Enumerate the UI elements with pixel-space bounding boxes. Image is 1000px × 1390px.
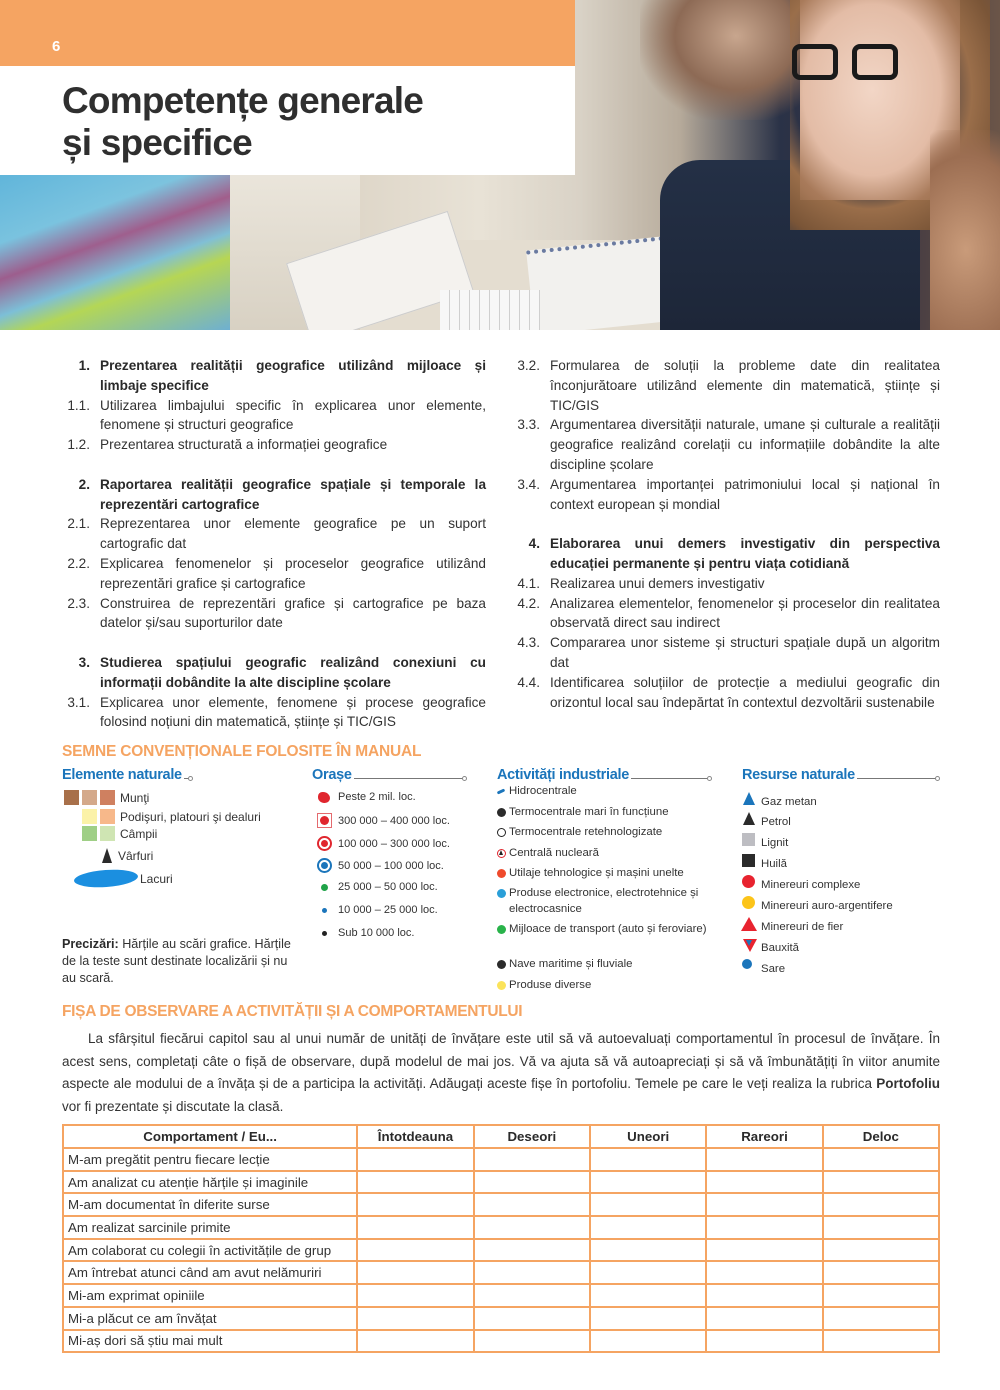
legend-label: Câmpii: [120, 826, 158, 841]
rating-cell[interactable]: [590, 1239, 706, 1262]
competence-general: [62, 653, 486, 693]
legend-label: Lignit: [761, 837, 789, 849]
behavior-label: Am întrebat atunci când am avut nelămuriri: [63, 1261, 357, 1284]
legend-natural-title-text: Elemente naturale: [62, 767, 182, 783]
legend-label: 25 000 – 50 000 loc.: [338, 881, 438, 893]
rating-cell[interactable]: [590, 1148, 706, 1171]
rating-cell[interactable]: [823, 1307, 939, 1330]
red-dot-icon: [497, 865, 509, 881]
legend-resources: [742, 764, 937, 975]
legend-natural-title: [62, 764, 190, 783]
rating-cell[interactable]: [357, 1171, 473, 1194]
legend-item-munti: [64, 790, 149, 805]
competence-specific: [512, 594, 940, 634]
competence-text: Studierea spațiului geografic realizând conexiuni cu informații dobândite la alte discipline școlare: [100, 654, 486, 690]
competence-number: 4.: [528, 536, 540, 552]
competence-number: 1.: [78, 358, 90, 373]
competence-general: [62, 475, 486, 515]
legend-item-city: [312, 791, 416, 803]
legend-cities-title-text: Orașe: [312, 767, 352, 783]
column-header-frequency: Deloc: [823, 1125, 939, 1148]
legend-label: 100 000 – 300 000 loc.: [338, 837, 450, 850]
competence-number: 4.1.: [517, 575, 540, 591]
legend-item-campii: [82, 826, 157, 841]
legend-label: Nave maritime și fluviale: [509, 958, 633, 970]
legend-label: Peste 2 mil. loc.: [338, 791, 416, 803]
rating-cell[interactable]: [823, 1284, 939, 1307]
page-number: 6: [52, 38, 61, 55]
legend-label: Lacuri: [140, 871, 173, 886]
rating-cell[interactable]: [706, 1193, 822, 1216]
legend-item-industry: [497, 865, 709, 881]
plain-swatch-2: [100, 826, 115, 841]
legend-item-resource: [742, 896, 893, 912]
legend-label: Minereuri auro-argentifere: [761, 900, 893, 912]
title-rule: [354, 778, 464, 779]
table-row: [63, 1216, 939, 1239]
competence-specific: [62, 693, 486, 733]
legend-natural-elements: [62, 764, 261, 886]
observation-heading: FIȘA DE OBSERVARE A ACTIVITĂȚII ȘI A COMPORTAMENTULUI: [62, 1003, 523, 1020]
legend-label: Huilă: [761, 858, 787, 870]
table-header-row: [63, 1125, 939, 1148]
behavior-label: Mi-aș dori să știu mai mult: [63, 1330, 357, 1353]
photo-keyboard: [440, 290, 540, 330]
legend-industry: [497, 764, 709, 991]
rating-cell[interactable]: [823, 1330, 939, 1353]
rating-cell[interactable]: [474, 1239, 590, 1262]
rating-cell[interactable]: [590, 1193, 706, 1216]
competence-specific: [62, 396, 486, 436]
plateau-swatch-1: [82, 809, 97, 824]
yellow-circle-icon: [742, 896, 758, 912]
spacer: [62, 455, 486, 475]
mountain-swatch-2: [82, 790, 97, 805]
competence-specific: [512, 673, 940, 713]
page-title-line2: și specifice: [62, 122, 252, 163]
competence-specific: [62, 514, 486, 554]
legend-item-resource: [742, 854, 787, 870]
rating-cell[interactable]: [357, 1148, 473, 1171]
spacer: [62, 633, 486, 653]
rating-cell[interactable]: [706, 1171, 822, 1194]
legend-item-city: [312, 881, 438, 893]
competence-text: Prezentarea structurată a informației geografice: [100, 437, 388, 453]
column-header-frequency: Deseori: [474, 1125, 590, 1148]
rating-cell[interactable]: [706, 1148, 822, 1171]
legend-label: Minereuri complexe: [761, 879, 861, 891]
rating-cell[interactable]: [474, 1261, 590, 1284]
legend-resources-title: [742, 764, 937, 783]
rating-cell[interactable]: [590, 1216, 706, 1239]
black-square-icon: [742, 854, 758, 870]
legend-item-resource: [742, 833, 788, 849]
legend-item-industry: [497, 845, 709, 861]
legend-label: Termocentrale mari în funcțiune: [509, 806, 669, 818]
peak-triangle-icon: [102, 848, 112, 863]
competence-specific: [512, 574, 940, 594]
table-row: [63, 1193, 939, 1216]
spacer: [512, 514, 940, 534]
green-dot-icon: [497, 921, 509, 937]
competence-text: Construirea de reprezentări grafice și cartografice pe baza datelor și/sau suporturilor date: [100, 595, 486, 631]
legend-item-industry: [497, 783, 709, 799]
rating-cell[interactable]: [590, 1307, 706, 1330]
legend-label: 50 000 – 100 000 loc.: [338, 859, 444, 872]
title-rule: [631, 778, 709, 779]
rating-cell[interactable]: [706, 1284, 822, 1307]
observation-table: [62, 1124, 940, 1353]
competence-number: 2.1.: [67, 516, 90, 532]
legend-item-city: [312, 836, 450, 851]
legend-industry-title-text: Activități industriale: [497, 767, 629, 783]
hollow-circle-icon: [497, 824, 509, 840]
rating-cell[interactable]: [474, 1330, 590, 1353]
legend-item-resource: [742, 875, 860, 891]
rating-cell[interactable]: [474, 1148, 590, 1171]
legend-label: Mijloace de transport (auto și feroviare): [509, 923, 707, 935]
rating-cell[interactable]: [357, 1193, 473, 1216]
lake-icon: [73, 868, 138, 889]
competence-text: Argumentarea diversității naturale, umane și culturale a realității geografice realizând corelații cu informațiile dobândite la alte discipline școlare: [550, 417, 940, 472]
column-header-frequency: Rareori: [706, 1125, 822, 1148]
competence-text: Explicarea fenomenelor și proceselor geografice utilizând reprezentări grafice și cartografice: [100, 555, 486, 591]
rating-cell[interactable]: [474, 1216, 590, 1239]
rating-cell[interactable]: [357, 1284, 473, 1307]
blue-triangle-icon: [742, 792, 758, 808]
rating-cell[interactable]: [590, 1330, 706, 1353]
photo-background-student: [640, 0, 800, 120]
behavior-label: Am analizat cu atenție hărțile și imaginile: [63, 1171, 357, 1194]
legend-item-resource: [742, 812, 791, 828]
rating-cell[interactable]: [357, 1216, 473, 1239]
table-row: [63, 1284, 939, 1307]
behavior-label: M-am pregătit pentru fiecare lecție: [63, 1148, 357, 1171]
green-dot-icon: [312, 884, 336, 891]
rating-cell[interactable]: [474, 1307, 590, 1330]
rating-cell[interactable]: [357, 1261, 473, 1284]
table-row: [63, 1307, 939, 1330]
table-row: [63, 1148, 939, 1171]
photo-world-map: [0, 170, 230, 330]
rating-cell[interactable]: [823, 1216, 939, 1239]
competence-text: Compararea unor sisteme și structuri spațiale după un algoritm dat: [550, 635, 940, 670]
red-triangle-icon: [742, 917, 758, 933]
competence-number: 3.3.: [517, 417, 540, 433]
legend-item-city: [312, 904, 438, 916]
rating-cell[interactable]: [706, 1261, 822, 1284]
black-dot-icon: [312, 931, 336, 936]
competence-text: Reprezentarea unor elemente geografice pe un suport cartografic dat: [100, 516, 486, 552]
legend-item-industry: [497, 956, 709, 972]
competence-specific: [512, 475, 940, 515]
column-header-behavior: Comportament / Eu...: [63, 1125, 357, 1148]
legend-label: Bauxită: [761, 942, 799, 954]
table-row: [63, 1330, 939, 1353]
competence-number: 3.2.: [517, 358, 540, 373]
rating-cell[interactable]: [823, 1148, 939, 1171]
observation-paragraph: [62, 1028, 940, 1118]
legend-item-industry: [497, 977, 709, 993]
rating-cell[interactable]: [706, 1307, 822, 1330]
competence-text: Raportarea realității geografice spațiale și temporale la reprezentări cartografice: [100, 476, 486, 512]
legend-label: Produse electronice, electrotehnice și electrocasnice: [509, 887, 699, 915]
legend-label: 10 000 – 25 000 loc.: [338, 904, 438, 916]
legend-item-industry: [497, 885, 709, 917]
competence-text: Analizarea elementelor, fenomenelor și proceselor din realitatea observată direct sau indirect: [550, 595, 940, 631]
competence-number: 1.2.: [67, 437, 90, 453]
gray-square-icon: [742, 833, 758, 849]
rating-cell[interactable]: [357, 1239, 473, 1262]
competence-number: 3.4.: [517, 476, 540, 492]
mountain-swatch-1: [64, 790, 79, 805]
legend-label: Petrol: [761, 816, 791, 828]
page-title-line1: Competențe generale: [62, 80, 424, 121]
bauxite-triangle-icon: [742, 938, 758, 954]
legend-notes: [62, 936, 302, 987]
legend-label: Gaz metan: [761, 796, 817, 808]
behavior-label: Mi-am exprimat opiniile: [63, 1284, 357, 1307]
rating-cell[interactable]: [590, 1284, 706, 1307]
competence-text: Realizarea unui demers investigativ: [550, 575, 765, 591]
yellow-dot-icon: [497, 977, 509, 993]
competence-number: 1.1.: [67, 397, 90, 413]
legend-item-varfuri: [102, 848, 153, 863]
rating-cell[interactable]: [590, 1261, 706, 1284]
legend-item-resource: [742, 938, 799, 954]
competence-number: 4.2.: [517, 595, 540, 611]
photo-glasses: [792, 44, 902, 84]
competence-specific: [512, 356, 940, 415]
competences-right-column: [512, 356, 940, 712]
table-row: [63, 1171, 939, 1194]
black-dot-icon: [497, 804, 509, 820]
competence-specific: [512, 415, 940, 474]
competence-general: [512, 534, 940, 574]
competence-number: 2.2.: [67, 555, 90, 571]
behavior-label: Am realizat sarcinile primite: [63, 1216, 357, 1239]
competence-text: Elaborarea unui demers investigativ din perspectiva educației permanente și pentru viața cotidiană: [550, 536, 940, 571]
observation-paragraph-main: La sfârșitul fiecărui capitol sau al unui număr de unități de învățare este util să vă autoevaluați comportamentul în procesul de învățare. În acest sens, completați câte o fișă de observare, după modelul de mai jos. Vă va ajuta să vă autoapreciați și să vă îmbunătățiți în viitor anumite aspecte ale modului de a învăța și de a participa la activități. Adăugați aceste fișe în portofoliu. Temele pe care le veți realiza la rubrica: [62, 1031, 940, 1091]
table-row: [63, 1261, 939, 1284]
competence-specific: [62, 554, 486, 594]
competences-left-column: [62, 356, 486, 732]
table-row: [63, 1239, 939, 1262]
observation-paragraph-end: vor fi prezentate și discutate la clasă.: [62, 1098, 284, 1114]
legend-label: Hidrocentrale: [509, 785, 577, 797]
page-title: [62, 80, 562, 164]
blue-dot-icon: [497, 885, 509, 901]
legend-item-resource: [742, 959, 785, 975]
blue-ring-dot-icon: [312, 858, 336, 873]
notes-label: Precizări:: [62, 937, 119, 951]
legend-item-industry: [497, 804, 709, 820]
legend-item-lacuri: [74, 870, 173, 887]
blue-dot-icon: [312, 908, 336, 913]
legend-label: 300 000 – 400 000 loc.: [338, 814, 450, 827]
legend-label: Produse diverse: [509, 979, 592, 991]
legend-item-resource: [742, 917, 843, 933]
red-circle-icon: [742, 875, 758, 891]
legend-label: Sare: [761, 963, 786, 975]
rating-cell[interactable]: [823, 1261, 939, 1284]
legend-label: Termocentrale retehnologizate: [509, 826, 663, 838]
competence-number: 4.4.: [517, 674, 540, 690]
competence-text: Utilizarea limbajului specific în explicarea unor elemente, fenomene și structuri geografice: [100, 397, 486, 433]
competence-general: [62, 356, 486, 396]
red-ring-dot-icon: [312, 836, 336, 851]
black-dot-icon: [497, 956, 509, 972]
legend-label: Centrală nucleară: [509, 847, 599, 859]
competence-text: Explicarea unor elemente, fenomene și procese geografice folosind noțiuni din matematică, științe și TIC/GIS: [100, 694, 486, 730]
competence-number: 3.1.: [67, 694, 90, 710]
observation-paragraph-bold: Portofoliu: [876, 1076, 940, 1091]
city-area-icon: [312, 792, 336, 803]
competence-specific: [62, 435, 486, 455]
behavior-label: Mi-a plăcut ce am învățat: [63, 1307, 357, 1330]
legend-label: Minereuri de fier: [761, 921, 844, 933]
blue-circle-icon: [742, 959, 758, 975]
photo-foreground-blur: [930, 130, 1000, 330]
title-rule: [857, 778, 937, 779]
competence-number: 3.: [78, 654, 90, 670]
legend-item-podisuri: [82, 809, 261, 824]
legend-label: Sub 10 000 loc.: [338, 927, 415, 939]
rating-cell[interactable]: [823, 1239, 939, 1262]
hydro-icon: [497, 783, 509, 799]
nuclear-icon: [497, 845, 509, 861]
legend-item-city: [312, 927, 414, 939]
competence-specific: [62, 594, 486, 634]
legend-label: Podişuri, platouri şi dealuri: [120, 809, 261, 824]
legend-item-industry: [497, 921, 709, 937]
behavior-label: Am colaborat cu colegii în activitățile de grup: [63, 1239, 357, 1262]
square-dot-icon: [312, 813, 336, 828]
legend-industry-title: [497, 764, 709, 783]
rating-cell[interactable]: [474, 1171, 590, 1194]
rating-cell[interactable]: [706, 1330, 822, 1353]
legend-heading: SEMNE CONVENȚIONALE FOLOSITE ÎN MANUAL: [62, 743, 422, 760]
competence-number: 4.3.: [517, 635, 540, 651]
legend-item-city: [312, 813, 450, 828]
rating-cell[interactable]: [823, 1171, 939, 1194]
legend-cities: [312, 764, 464, 939]
column-header-frequency: Uneori: [590, 1125, 706, 1148]
competence-text: Formularea de soluții la probleme date din realitatea înconjurătoare utilizând elemente din matematică, științe și TIC/GIS: [550, 358, 940, 413]
rating-cell[interactable]: [590, 1171, 706, 1194]
competence-number: 2.3.: [67, 595, 90, 611]
legend-item-resource: [742, 792, 817, 808]
rating-cell[interactable]: [823, 1193, 939, 1216]
header-band: [0, 0, 575, 66]
legend-label: Vârfuri: [118, 848, 154, 863]
plateau-swatch-2: [100, 809, 115, 824]
rating-cell[interactable]: [706, 1216, 822, 1239]
column-header-frequency: Întotdeauna: [357, 1125, 473, 1148]
competence-text: Identificarea soluțiilor de protecție a mediului geografic din orizontul local sau îndepărtat în contextul dezvoltării sustenabile: [550, 674, 940, 710]
mountain-swatch-3: [100, 790, 115, 805]
rating-cell[interactable]: [357, 1307, 473, 1330]
legend-cities-title: [312, 764, 464, 783]
legend-label: Munţi: [120, 790, 150, 805]
competence-text: Prezentarea realității geografice utilizând mijloace și limbaje specifice: [100, 358, 486, 393]
legend-label: Utilaje tehnologice și mașini unelte: [509, 867, 684, 879]
black-triangle-icon: [742, 812, 758, 828]
notes-text: Hărțile au scări grafice. Hărțile de la teste sunt destinate localizării și nu au scară.: [62, 937, 291, 985]
legend-item-city: [312, 858, 444, 873]
competence-specific: [512, 633, 940, 673]
competence-text: Argumentarea importanței patrimoniului local și național în context european și mondial: [550, 476, 940, 512]
legend-resources-title-text: Resurse naturale: [742, 767, 855, 783]
rating-cell[interactable]: [357, 1330, 473, 1353]
title-rule: [184, 778, 190, 779]
plain-swatch-1: [82, 826, 97, 841]
behavior-label: M-am documentat în diferite surse: [63, 1193, 357, 1216]
rating-cell[interactable]: [706, 1239, 822, 1262]
rating-cell[interactable]: [474, 1193, 590, 1216]
legend-item-industry: [497, 824, 709, 840]
rating-cell[interactable]: [474, 1284, 590, 1307]
competence-number: 2.: [78, 476, 90, 492]
